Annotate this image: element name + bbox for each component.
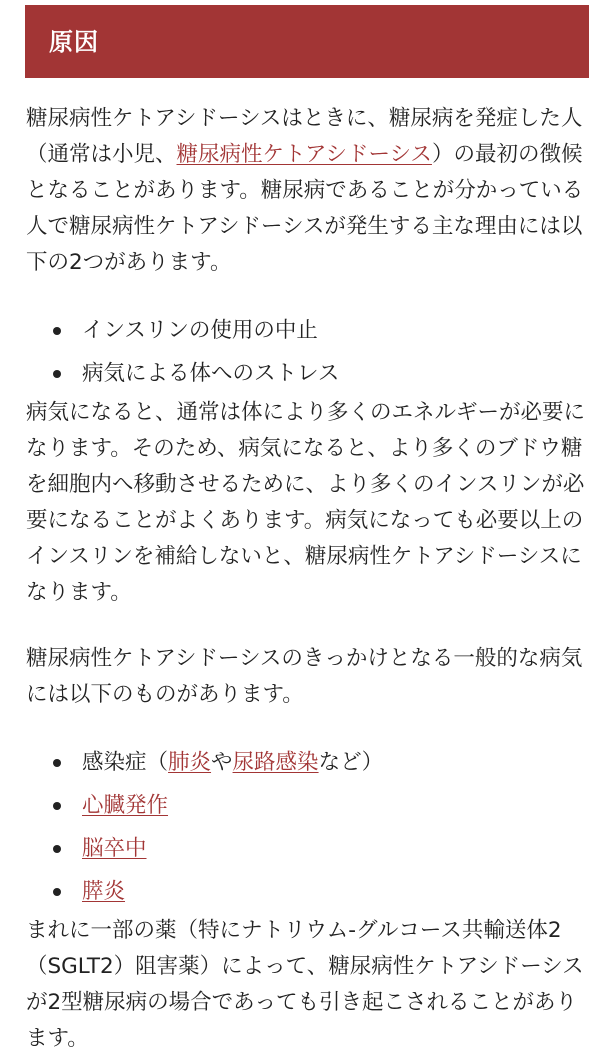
list-item — [26, 870, 596, 913]
triggers-paragraph: 糖尿病性ケトアシドーシスのきっかけとなる一般的な病気には以下のものがあります。 — [26, 646, 583, 707]
infection-middle: や — [211, 750, 233, 775]
dka-link[interactable]: 糖尿病性ケトアシドーシス — [176, 142, 432, 167]
triggers-list — [26, 741, 596, 913]
bullet-icon — [53, 759, 61, 767]
list-item — [26, 352, 596, 395]
bullet-icon — [53, 845, 61, 853]
main-reasons-list — [26, 309, 596, 395]
infection-prefix: 感染症（ — [82, 750, 169, 775]
list-item-text: 病気による体へのストレス — [82, 361, 340, 386]
intro-text-start: 糖尿病性ケトアシドーシスはときに、糖尿病を発症した人（通常は小児、 — [26, 106, 583, 167]
pancreatitis-link[interactable]: 膵炎 — [82, 879, 126, 904]
illness-paragraph: 病気になると、通常は体により多くのエネルギーが必要になります。そのため、病気になると、より多くのブドウ糖を細胞内へ移動させるために、より多くのインスリンが必要になることがよくあります。病気になっても必要以上のインスリンを補給しないと、糖尿病性ケトアシドーシスになります。 — [26, 400, 586, 605]
stroke-link[interactable]: 脳卒中 — [82, 836, 147, 861]
list-item-text: インスリンの使用の中止 — [82, 318, 318, 343]
list-item — [26, 741, 596, 784]
spacer — [26, 281, 596, 309]
list-item — [26, 784, 596, 827]
intro-text-end: ）の最初の徴候となることがあります。糖尿病であることが分かっている人で糖尿病性ケトアシドーシスが発生する主な理由には以下の2つがあります。 — [26, 142, 584, 275]
pneumonia-link[interactable]: 肺炎 — [168, 750, 212, 775]
bullet-icon — [53, 888, 61, 896]
spacer — [26, 713, 596, 741]
bullet-icon — [53, 370, 61, 378]
intro-paragraph — [26, 101, 596, 281]
infection-suffix: など） — [318, 750, 384, 775]
bullet-icon — [53, 327, 61, 335]
section-title: 原因 — [49, 28, 99, 56]
heart-attack-link[interactable]: 心臓発作 — [82, 793, 169, 818]
list-item — [26, 827, 596, 870]
article-content — [26, 101, 596, 1057]
spacer — [26, 611, 596, 641]
section-header — [25, 5, 589, 78]
list-item — [26, 309, 596, 352]
urinary-tract-infection-link[interactable]: 尿路感染 — [232, 750, 319, 775]
sglt2-paragraph: まれに一部の薬（特にナトリウム-グルコース共輸送体2（SGLT2）阻害薬）によって、糖尿病性ケトアシドーシスが2型糖尿病の場合であっても引き起こされることがあります。 — [26, 918, 584, 1051]
bullet-icon — [53, 802, 61, 810]
